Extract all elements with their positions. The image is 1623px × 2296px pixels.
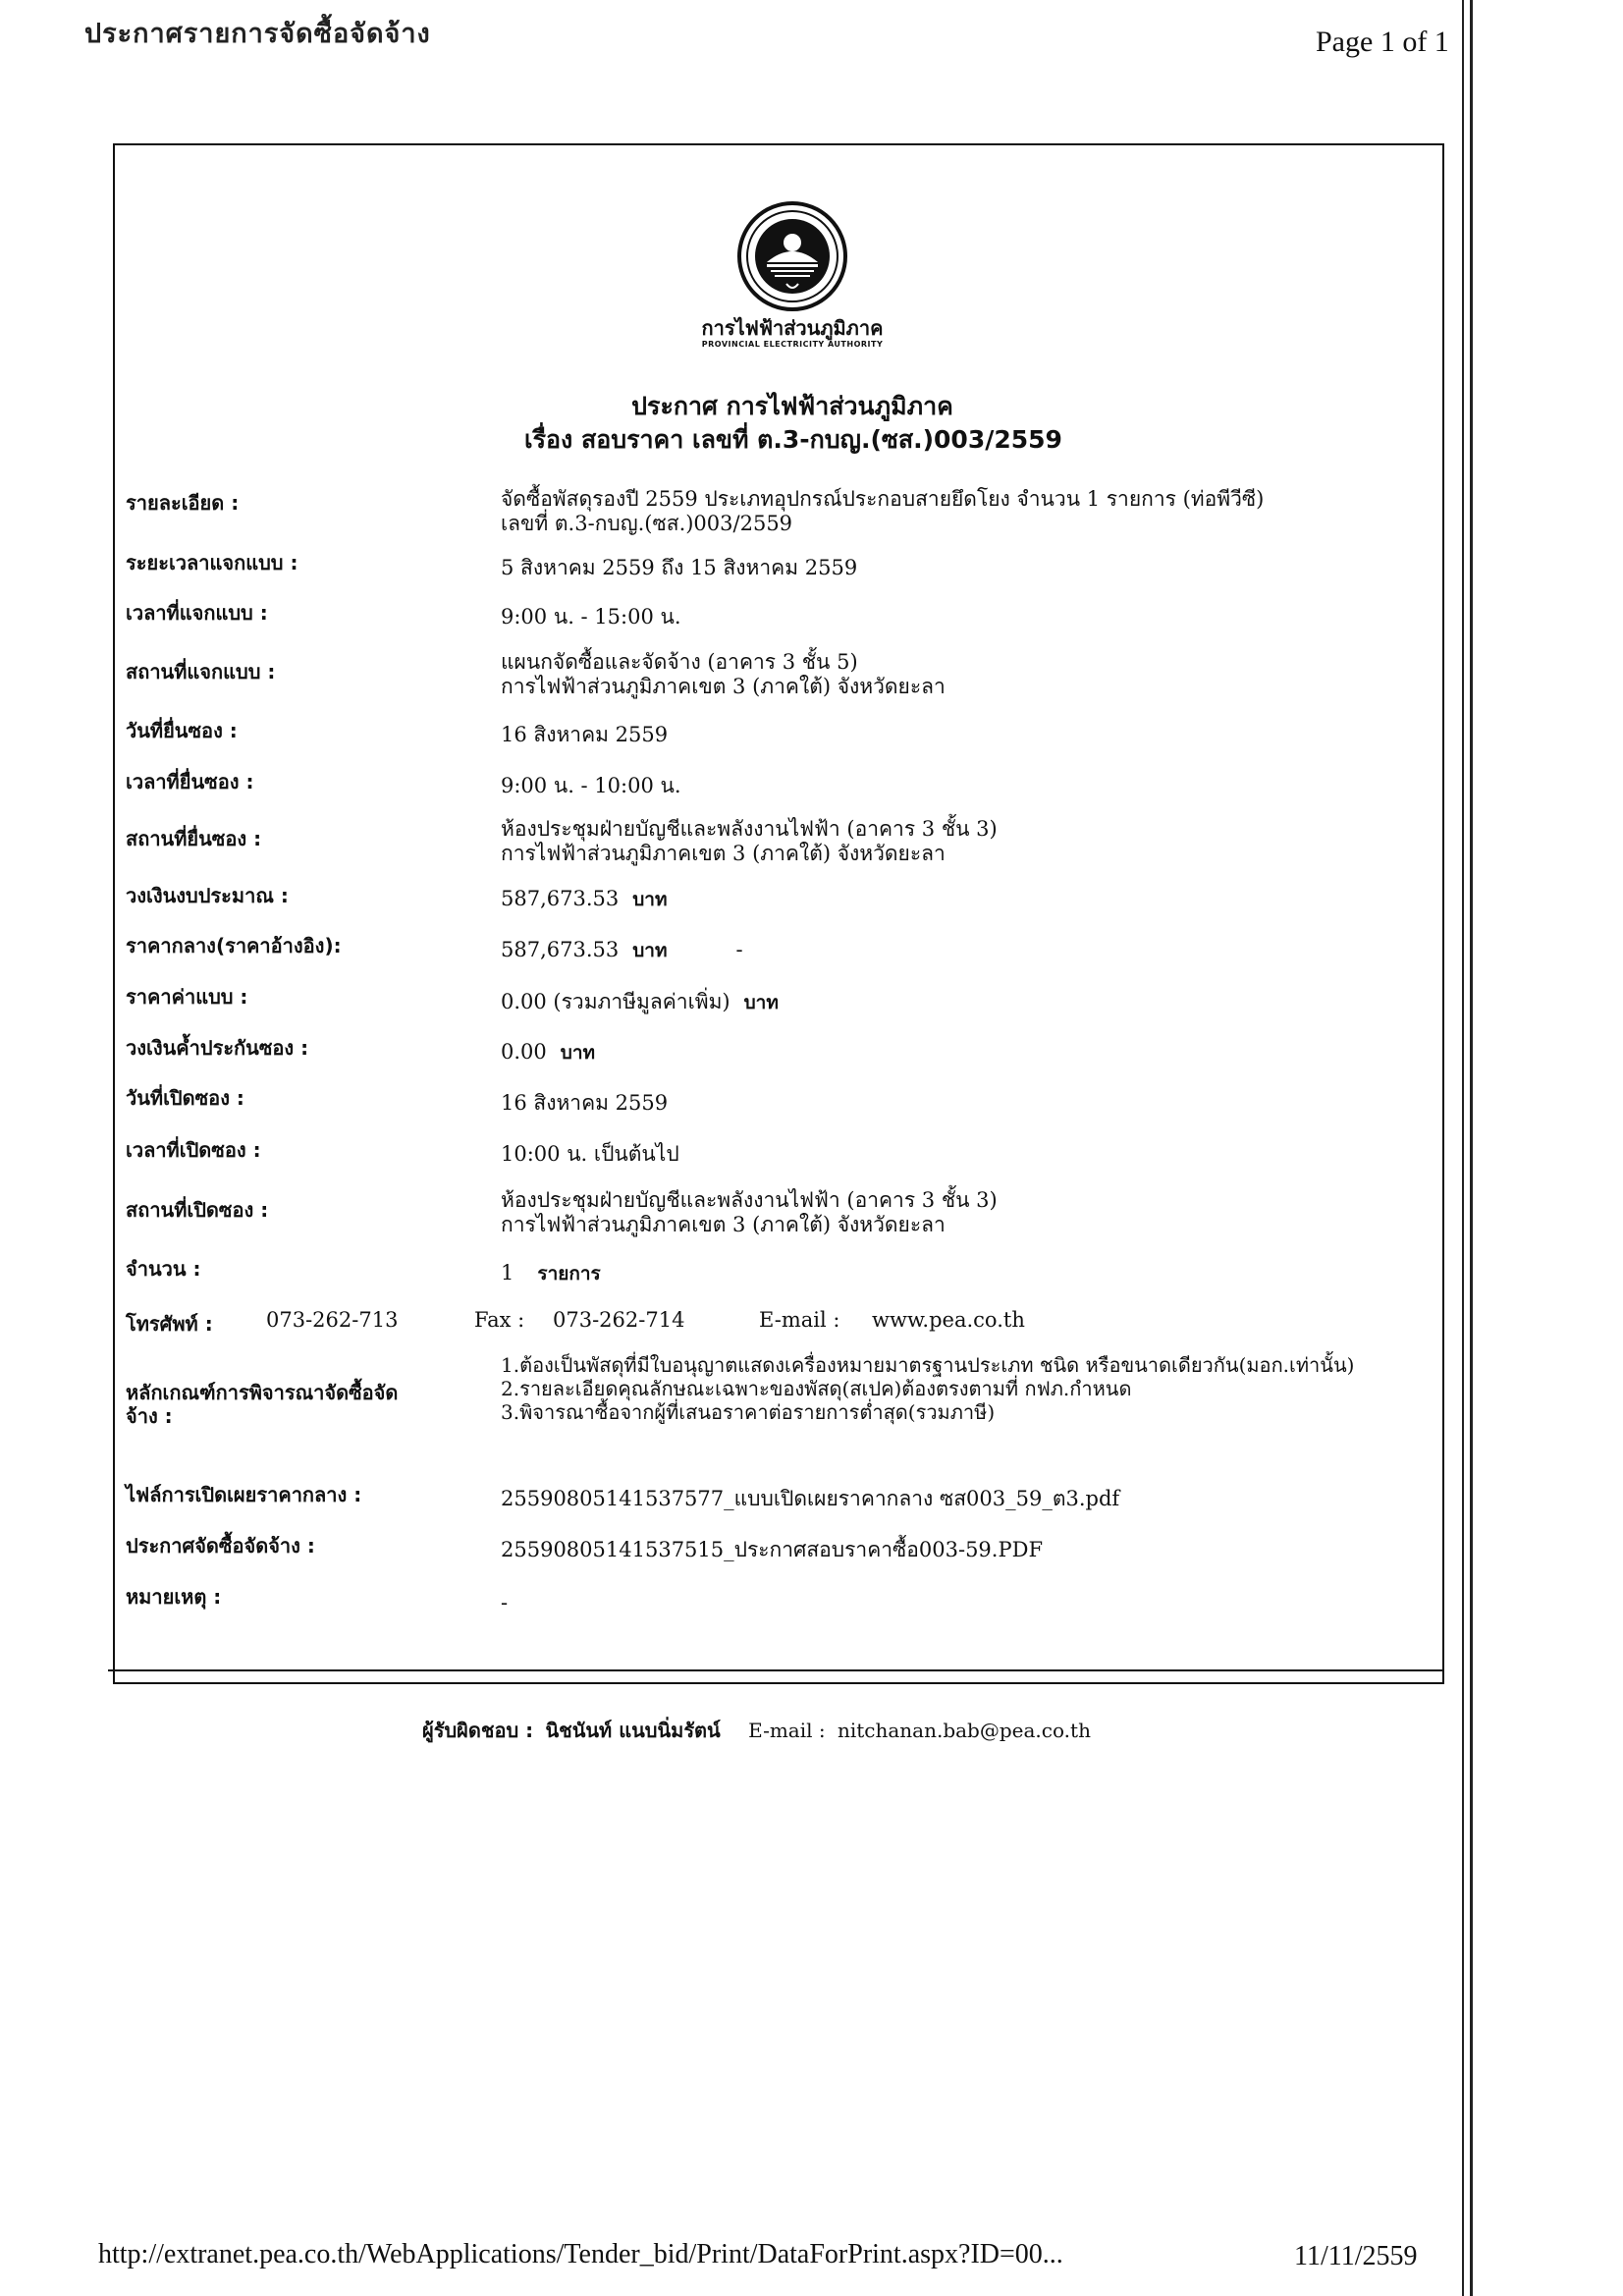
submit-place-label: สถานที่ยื่นซอง : (126, 827, 262, 850)
quantity-label: จำนวน : (126, 1257, 201, 1281)
budget-value (501, 887, 668, 912)
remarks-value: - (501, 1591, 509, 1614)
contact-row (126, 1308, 1108, 1338)
criteria-label-line: จ้าง : (126, 1404, 173, 1428)
print-header-title: ประกาศรายการจัดซื้อจัดจ้าง (84, 19, 431, 49)
quantity-unit: รายการ (537, 1263, 601, 1285)
open-time-label: เวลาที่เปิดซอง : (126, 1138, 261, 1162)
reference-price-label: ราคากลาง(ราคาอ้างอิง): (126, 934, 342, 957)
footer-url: http://extranet.pea.co.th/WebApplications/Tender_bid/Print/DataForPrint.aspx?ID=00... (98, 2239, 1063, 2269)
bid-guarantee-label: วงเงินค้ำประกันซอง : (126, 1036, 309, 1060)
open-place-value (501, 1188, 998, 1237)
announcement-file-label: ประกาศจัดซื้อจัดจ้าง : (126, 1534, 315, 1558)
distribution-place-line: การไฟฟ้าส่วนภูมิภาคเขต 3 (ภาคใต้) จังหวัดยะลา (501, 675, 946, 698)
submit-date-label: วันที่ยื่นซอง : (126, 719, 238, 742)
document-price-label: ราคาค่าแบบ : (126, 985, 248, 1009)
announcement-subject: เรื่อง สอบราคา เลขที่ ต.3-กบญ.(ซส.)003/2559 (524, 425, 1062, 454)
criteria-value (501, 1353, 1443, 1424)
reference-price-mark: - (735, 938, 743, 961)
open-place-line: การไฟฟ้าส่วนภูมิภาคเขต 3 (ภาคใต้) จังหวัดยะลา (501, 1213, 946, 1236)
budget-label: วงเงินงบประมาณ : (126, 884, 289, 907)
budget-amount: 587,673.53 (501, 887, 620, 910)
open-place-line: ห้องประชุมฝ่ายบัญชีและพลังงานไฟฟ้า (อาคาร 3 ชั้น 3) (501, 1188, 998, 1212)
website-value: www.pea.co.th (872, 1308, 1025, 1332)
distribution-period-label: ระยะเวลาแจกแบบ : (126, 551, 298, 574)
details-label: รายละเอียด : (126, 491, 240, 515)
fax-label: Fax : (474, 1308, 525, 1332)
pea-logo-icon (737, 201, 847, 311)
quantity-amount: 1 (501, 1261, 514, 1285)
distribution-time-value: 9:00 น. - 15:00 น. (501, 605, 681, 629)
criteria-label (126, 1381, 398, 1428)
remarks-label: หมายเหตุ : (126, 1585, 222, 1609)
email-label: E-mail : (759, 1308, 840, 1332)
quantity-value (501, 1261, 601, 1286)
open-time-value: 10:00 น. เป็นต้นไป (501, 1142, 679, 1166)
submit-place-line: การไฟฟ้าส่วนภูมิภาคเขต 3 (ภาคใต้) จังหวัดยะลา (501, 842, 946, 865)
criteria-item: 3.พิจารณาซื้อจากผู้ที่เสนอราคาต่อรายการต่ำสุด(รวมภาษี) (501, 1400, 996, 1424)
submit-date-value: 16 สิงหาคม 2559 (501, 723, 669, 746)
frame-bottom-line (108, 1669, 1443, 1671)
reference-price-unit: บาท (632, 940, 668, 961)
document-price-value (501, 990, 779, 1015)
phone-label: โทรศัพท์ : (126, 1312, 213, 1336)
responsible-email[interactable]: nitchanan.bab@pea.co.th (837, 1719, 1091, 1742)
document-price-amount: 0.00 (รวมภาษีมูลค่าเพิ่ม) (501, 990, 730, 1013)
reference-price-value (501, 938, 743, 963)
document-price-unit: บาท (743, 992, 779, 1013)
responsible-line (422, 1715, 1091, 1746)
bid-guarantee-amount: 0.00 (501, 1040, 547, 1064)
open-date-value: 16 สิงหาคม 2559 (501, 1091, 669, 1115)
responsible-name: นิชนันท์ แนบนิ่มรัตน์ (545, 1719, 721, 1742)
page-indicator: Page 1 of 1 (1316, 26, 1449, 58)
criteria-item: 2.รายละเอียดคุณลักษณะเฉพาะของพัสดุ(สเปค)ต้องตรงตามที่ กฟภ.กำหนด (501, 1377, 1132, 1400)
details-value (501, 487, 1264, 536)
criteria-label-line: หลักเกณฑ์การพิจารณาจัดซื้อจัด (126, 1381, 399, 1404)
details-line: เลขที่ ต.3-กบญ.(ซส.)003/2559 (501, 512, 793, 535)
phone-value: 073-262-713 (266, 1308, 399, 1332)
submit-place-value (501, 817, 998, 866)
org-name-thai: การไฟฟ้าส่วนภูมิภาค (701, 316, 884, 340)
distribution-period-value: 5 สิงหาคม 2559 ถึง 15 สิงหาคม 2559 (501, 556, 858, 579)
distribution-place-line: แผนกจัดซื้อและจัดจ้าง (อาคาร 3 ชั้น 5) (501, 650, 858, 674)
announcement-title: ประกาศ การไฟฟ้าส่วนภูมิภาค (631, 392, 953, 420)
criteria-item: 1.ต้องเป็นพัสดุที่มีใบอนุญาตแสดงเครื่องหมายมาตรฐานประเภท ชนิด หรือขนาดเดียวกัน(มอก.เท่านั้น) (501, 1353, 1355, 1377)
distribution-place-value (501, 650, 946, 699)
reference-price-file-label: ไฟล์การเปิดเผยราคากลาง : (126, 1483, 362, 1506)
submit-time-value: 9:00 น. - 10:00 น. (501, 774, 681, 797)
reference-price-amount: 587,673.53 (501, 938, 620, 961)
details-line: จัดซื้อพัสดุรองปี 2559 ประเภทอุปกรณ์ประกอบสายยึดโยง จำนวน 1 รายการ (ท่อพีวีซี) (501, 487, 1265, 511)
announcement-file-link[interactable]: 25590805141537515_ประกาศสอบราคาซื้อ003-59.PDF (501, 1538, 1044, 1561)
open-place-label: สถานที่เปิดซอง : (126, 1198, 269, 1222)
fax-value: 073-262-714 (553, 1308, 685, 1332)
reference-price-file-link[interactable]: 25590805141537577_แบบเปิดเผยราคากลาง ซส003_59_ต3.pdf (501, 1487, 1120, 1510)
submit-time-label: เวลาที่ยื่นซอง : (126, 770, 254, 793)
org-name-english: PROVINCIAL ELECTRICITY AUTHORITY (701, 340, 884, 349)
footer-date: 11/11/2559 (1294, 2241, 1418, 2271)
page-edge-line (1462, 0, 1464, 2296)
budget-unit: บาท (632, 889, 668, 910)
distribution-place-label: สถานที่แจกแบบ : (126, 660, 276, 683)
page-edge-line (1470, 0, 1473, 2296)
responsible-label: ผู้รับผิดชอบ : (422, 1719, 534, 1742)
bid-guarantee-unit: บาท (560, 1042, 596, 1064)
responsible-email-label: E-mail : (748, 1719, 826, 1742)
bid-guarantee-value (501, 1040, 595, 1066)
distribution-time-label: เวลาที่แจกแบบ : (126, 601, 268, 625)
submit-place-line: ห้องประชุมฝ่ายบัญชีและพลังงานไฟฟ้า (อาคาร 3 ชั้น 3) (501, 817, 998, 841)
open-date-label: วันที่เปิดซอง : (126, 1086, 244, 1110)
document-frame (113, 143, 1444, 1684)
